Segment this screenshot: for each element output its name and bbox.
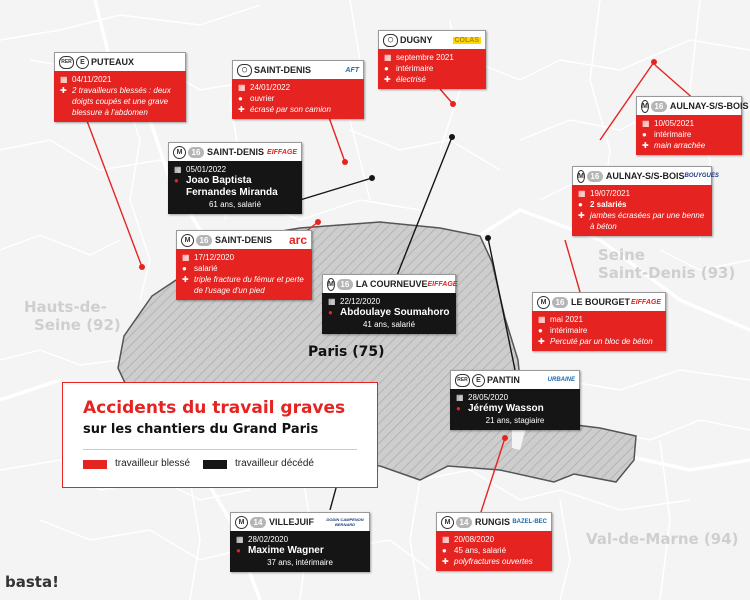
card-header (168, 142, 302, 161)
card-date: 10/05/2021 (654, 119, 695, 128)
card-victim-name: Abdoulaye Soumahoro (340, 307, 450, 318)
card-victim-name: Jérémy Wasson (468, 403, 544, 414)
company-logo: EIFFAGE (267, 148, 297, 156)
cross-icon: ✚ (578, 211, 585, 220)
calendar-icon: ▦ (578, 189, 586, 198)
card-victim-info: 21 ans, stagiaire (485, 416, 545, 425)
card-body (532, 311, 666, 351)
publisher-logo: basta! (5, 573, 59, 591)
card-dugny (378, 30, 486, 89)
company-logo: DODIN CAMPENON BERNARD (326, 517, 364, 527)
metro-icon: M (235, 516, 248, 529)
calendar-icon: ▦ (238, 83, 246, 92)
company-logo: URBAINE (547, 377, 575, 383)
calendar-icon: ▦ (384, 53, 392, 62)
card-date: 24/01/2022 (250, 83, 291, 92)
line-badge: 14 (456, 517, 472, 528)
card-header (232, 60, 364, 79)
calendar-icon: ▦ (174, 165, 182, 174)
person-icon: ● (236, 546, 241, 555)
metro-icon: M (441, 516, 454, 529)
person-icon: ● (538, 326, 543, 335)
card-detail: triple fracture du fémur et perte de l'usage d'un pied (194, 275, 304, 295)
card-city: PUTEAUX (91, 57, 135, 67)
map-title: Accidents du travail graves (83, 398, 346, 418)
card-victim-info: 41 ans, salarié (362, 320, 416, 329)
card-le-bourget (532, 292, 666, 351)
calendar-icon: ▦ (456, 393, 464, 402)
card-header (636, 96, 749, 115)
metro-icon: M (641, 100, 649, 113)
card-saint-denis-arc (176, 230, 312, 300)
card-worker: intérimaire (550, 326, 588, 335)
cross-icon: ✚ (538, 337, 545, 346)
line-badge: 16 (651, 101, 667, 112)
calendar-icon: ▦ (442, 535, 450, 544)
card-date: mai 2021 (550, 315, 583, 324)
cross-icon: ✚ (442, 557, 449, 566)
card-header (54, 52, 186, 71)
card-city: PANTIN (487, 375, 520, 385)
cross-icon: ✚ (642, 141, 649, 150)
card-body (54, 71, 186, 122)
card-body (232, 79, 364, 119)
card-detail: électrisé (396, 75, 426, 84)
card-villejuif (230, 512, 370, 572)
line-badge: 16 (188, 147, 204, 158)
cross-icon: ✚ (384, 75, 391, 84)
line-badge: 16 (587, 171, 603, 182)
card-puteaux (54, 52, 186, 122)
card-body (378, 49, 486, 89)
card-city: AULNAY-S/S-BOIS (669, 101, 749, 111)
map-subtitle: sur les chantiers du Grand Paris (83, 422, 319, 437)
card-header (436, 512, 552, 531)
card-victim-name: Maxime Wagner (248, 545, 324, 556)
region-label-hauts-de-seine (24, 298, 121, 334)
card-city: SAINT-DENIS (215, 235, 273, 245)
card-worker: 2 salariés (590, 200, 627, 209)
card-body (168, 161, 302, 214)
card-detail: 2 travailleurs blessés : deux doigts coupés et une grave blessure à l'abdomen (72, 86, 171, 117)
person-icon: ● (642, 130, 647, 139)
line-badge: 16 (337, 279, 353, 290)
cross-icon: ✚ (60, 86, 67, 95)
card-date: 05/01/2022 (186, 165, 227, 174)
calendar-icon: ▦ (182, 253, 190, 262)
card-date: 28/05/2020 (468, 393, 509, 402)
line-badge: 16 (196, 235, 212, 246)
region-line: Saint-Denis (93) (598, 264, 736, 282)
card-date: septembre 2021 (396, 53, 454, 62)
card-header (176, 230, 312, 249)
person-icon: ● (442, 546, 447, 555)
card-worker: intérimaire (396, 64, 434, 73)
card-saint-denis-aft (232, 60, 364, 119)
line-badge: E (472, 374, 485, 387)
card-header (322, 274, 456, 293)
card-header (230, 512, 370, 531)
rer-icon: RER (59, 56, 74, 69)
calendar-icon: ▦ (328, 297, 336, 306)
calendar-icon: ▦ (642, 119, 650, 128)
line-badge: 14 (250, 517, 266, 528)
company-logo: EIFFAGE (427, 280, 458, 288)
card-body (322, 293, 456, 334)
card-header (572, 166, 719, 185)
legend-swatch-deceased (203, 460, 227, 469)
metro-icon: M (327, 278, 335, 291)
legend-box (62, 382, 378, 488)
person-icon: ● (182, 264, 187, 273)
card-date: 19/07/2021 (590, 189, 631, 198)
card-body (176, 249, 312, 300)
card-date: 20/08/2020 (454, 535, 495, 544)
card-worker: 45 ans, salarié (454, 546, 507, 555)
calendar-icon: ▦ (236, 535, 244, 544)
card-victim-name: Joao Baptista Fernandes Miranda (186, 175, 278, 198)
company-logo: EIFFAGE (631, 298, 661, 306)
line-badge: 16 (552, 297, 568, 308)
card-rungis (436, 512, 552, 571)
card-date: 22/12/2020 (340, 297, 381, 306)
person-icon: ● (384, 64, 389, 73)
olympics-icon: ◯ (237, 64, 252, 77)
person-icon: ● (238, 94, 243, 103)
person-icon: ● (174, 176, 179, 185)
person-icon: ● (578, 200, 583, 209)
card-worker: intérimaire (654, 130, 692, 139)
card-detail: jambes écrasées par une benne à béton (590, 211, 705, 231)
card-aulnay-1 (636, 96, 749, 155)
card-detail: écrasé par son camion (250, 105, 331, 114)
metro-icon: M (537, 296, 550, 309)
metro-icon: M (181, 234, 194, 247)
company-logo: arc (288, 233, 307, 247)
person-icon: ● (456, 404, 461, 413)
card-victim-info: 37 ans, intérimaire (267, 558, 333, 567)
card-pantin (450, 370, 580, 430)
card-city: AULNAY-S/S-BOIS (605, 171, 685, 181)
card-victim-info: 61 ans, salarié (208, 200, 262, 209)
card-body (636, 115, 742, 155)
olympics-icon: ◯ (383, 34, 398, 47)
legend-label-deceased: travailleur décédé (235, 458, 314, 469)
card-detail: polyfractures ouvertes (454, 557, 533, 566)
region-label-paris: Paris (75) (308, 344, 385, 360)
company-logo: AFT (345, 66, 359, 74)
card-city: DUGNY (400, 35, 433, 45)
region-line: Hauts-de- (24, 298, 107, 316)
card-date: 17/12/2020 (194, 253, 235, 262)
rer-icon: RER (455, 374, 470, 387)
card-city: SAINT-DENIS (207, 147, 265, 157)
card-date: 04/11/2021 (72, 75, 112, 84)
card-body (436, 531, 552, 571)
card-la-courneuve (322, 274, 456, 334)
card-city: SAINT-DENIS (254, 65, 312, 75)
card-city: RUNGIS (475, 517, 511, 527)
card-detail: main arrachée (654, 141, 706, 150)
region-label-seine-saint-denis (598, 246, 735, 282)
calendar-icon: ▦ (538, 315, 546, 324)
card-worker: salarié (194, 264, 218, 273)
card-body (230, 531, 370, 572)
company-logo: COLAS (454, 36, 479, 44)
person-icon: ● (328, 308, 333, 317)
card-date: 28/02/2020 (248, 535, 289, 544)
card-worker: ouvrier (250, 94, 275, 103)
region-line: Seine (598, 246, 645, 264)
cross-icon: ✚ (182, 275, 189, 284)
cross-icon: ✚ (238, 105, 245, 114)
card-header (378, 30, 486, 49)
calendar-icon: ▦ (60, 75, 68, 84)
metro-icon: M (173, 146, 186, 159)
line-badge: E (76, 56, 89, 69)
company-logo: BAZEL-BEC (512, 519, 547, 525)
company-logo: BOUYGUES (684, 173, 719, 179)
region-line: Seine (92) (34, 316, 121, 334)
card-saint-denis-eiffage (168, 142, 302, 214)
legend-label-injured: travailleur blessé (115, 458, 191, 469)
card-detail: Percuté par un bloc de béton (550, 337, 653, 346)
card-city: LE BOURGET (571, 297, 631, 307)
card-city: VILLEJUIF (269, 517, 315, 527)
legend-swatch-injured (83, 460, 107, 469)
card-header (450, 370, 580, 389)
legend-divider (83, 449, 357, 450)
metro-icon: M (577, 170, 585, 183)
card-city: LA COURNEUVE (355, 279, 428, 289)
card-header (532, 292, 666, 311)
card-body (450, 389, 580, 430)
region-label-val-de-marne: Val-de-Marne (94) (586, 530, 739, 548)
card-body (572, 185, 712, 236)
card-aulnay-2 (572, 166, 719, 236)
